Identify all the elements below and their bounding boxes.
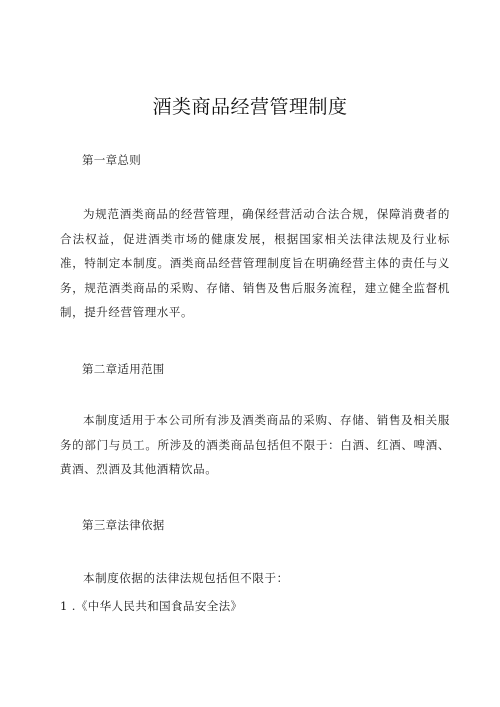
section-heading-scope: 第二章适用范围 bbox=[82, 362, 165, 376]
section-heading-general: 第一章总则 bbox=[82, 153, 141, 167]
list-item-law-1: 1 .《中华人民共和国食品安全法》 bbox=[60, 599, 243, 613]
section-paragraph-scope: 本制度适用于本公司所有涉及酒类商品的采购、存储、销售及相关服务的部门与员工。所涉及的酒类商品包括但不限于：白酒、红酒、啤酒、黄酒、烈酒及其他酒精饮品。 bbox=[60, 413, 450, 476]
section-paragraph-general: 为规范酒类商品的经营管理，确保经营活动合法合规，保障消费者的合法权益，促进酒类市场的健康发展，根据国家相关法律法规及行业标准，特制定本制度。酒类商品经营管理制度旨在明确经营主体的责任与义务，规范酒类商品的采购、存储、销售及售后服务流程，建立健全监督机制，提升经营管理水平。 bbox=[60, 207, 450, 319]
section-heading-legal-basis: 第三章法律依据 bbox=[82, 518, 165, 532]
document-title: 酒类商品经营管理制度 bbox=[152, 96, 348, 118]
section-paragraph-legal-basis: 本制度依据的法律法规包括但不限于： bbox=[83, 571, 289, 585]
